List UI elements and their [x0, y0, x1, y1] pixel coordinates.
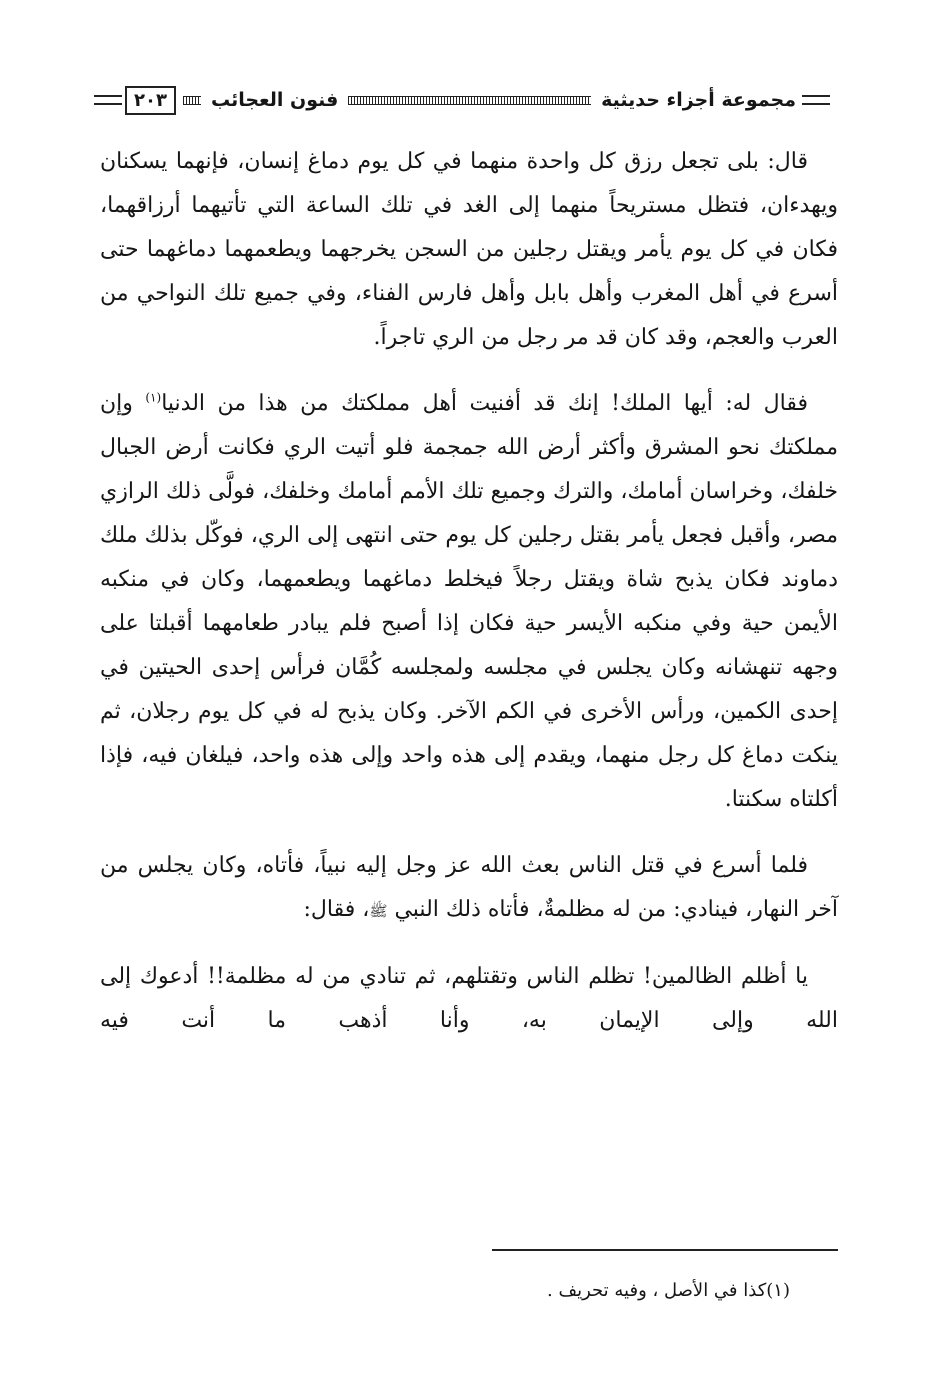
header-rule-short [183, 96, 201, 105]
paragraph: قال: بلى تجعل رزق كل واحدة منهما في كل يوم دماغ إنسان، فإنهما يسكنان ويهدءان، فتظل مستريحاً منهما إلى الغد في تلك الساعة التي تأتيهما أرزاقهما، فكان في كل يوم يأمر ويقتل رجلين من السجن يخرجهما ويطعمهما دماغهما حتى أسرع في أهل المغرب وأهل بابل وأهل فارس الفناء، وفي جميع تلك النواحي من العرب والعجم، وقد كان قد مر رجل من الري تاجراً. [100, 149, 838, 350]
paragraph-tail: ، فقال: [303, 897, 370, 922]
footnote-reference: (١) [145, 390, 162, 405]
header-rule [348, 96, 591, 105]
honorific-glyph: ﷺ [369, 902, 388, 920]
main-text [100, 140, 838, 1065]
paragraph-body: فلما أسرع في قتل الناس بعث الله عز وجل إليه نبياً، فأتاه، وكان يجلس من آخر النهار، فينادي: من له مظلمةٌ، فأتاه ذلك النبي [100, 853, 838, 922]
paragraph [100, 382, 838, 822]
header-ornament-right [802, 95, 830, 105]
paragraph: يا أظلم الظالمين! تظلم الناس وتقتلهم، ثم تنادي من له مظلمة!! أدعوك إلى الله وإلى الإيمان به، وأنا أذهب ما أنت فيه [100, 964, 838, 1033]
series-title: مجموعة أجزاء حديثية [601, 89, 796, 111]
book-title: فنون العجائب [210, 89, 339, 111]
paragraph-lead: فقال له: أيها الملك! إنك قد أفنيت أهل مملكتك من هذا من الدنيا [161, 391, 808, 416]
footnote: (١)كذا في الأصل ، وفيه تحريف . [547, 1280, 790, 1301]
header-ornament-left [94, 95, 122, 105]
page-number: ٢٠٣ [125, 86, 176, 115]
footnote-separator [492, 1249, 838, 1251]
running-header [94, 78, 830, 122]
paragraph-body: وإن مملكتك نحو المشرق وأكثر أرض الله جمجمة فلو أتيت الري فكانت أرض الجبال خلفك، وخراسان أمامك، والترك وجميع تلك الأمم أمامك وخلفك، فولَّى ذلك الرازي مصر، وأقبل فجعل يأمر بقتل رجلين كل يوم حتى انتهى إلى الري، فوكّل بذلك ملك دماوند فكان يذبح شاة ويقتل رجلاً فيخلط دماغهما ويطعمهما، وكان في منكبه الأيمن حية وفي منكبه الأيسر حية فكان إذا أصبح فلم يبادر طعامهما أقبلتا على وجهه تنهشانه وكان يجلس في مجلسه ولمجلسه كُمَّان فرأس إحدى الحيتين في إحدى الكمين، ورأس الأخرى في الكم الآخر. وكان يذبح له في كل يوم رجلان، ثم ينكت دماغ كل رجل منهما، ويقدم إلى هذه واحد وإلى هذه واحد، فيلغان فيه، فإذا أكلتاه سكنتا. [100, 391, 838, 812]
paragraph [100, 844, 838, 933]
